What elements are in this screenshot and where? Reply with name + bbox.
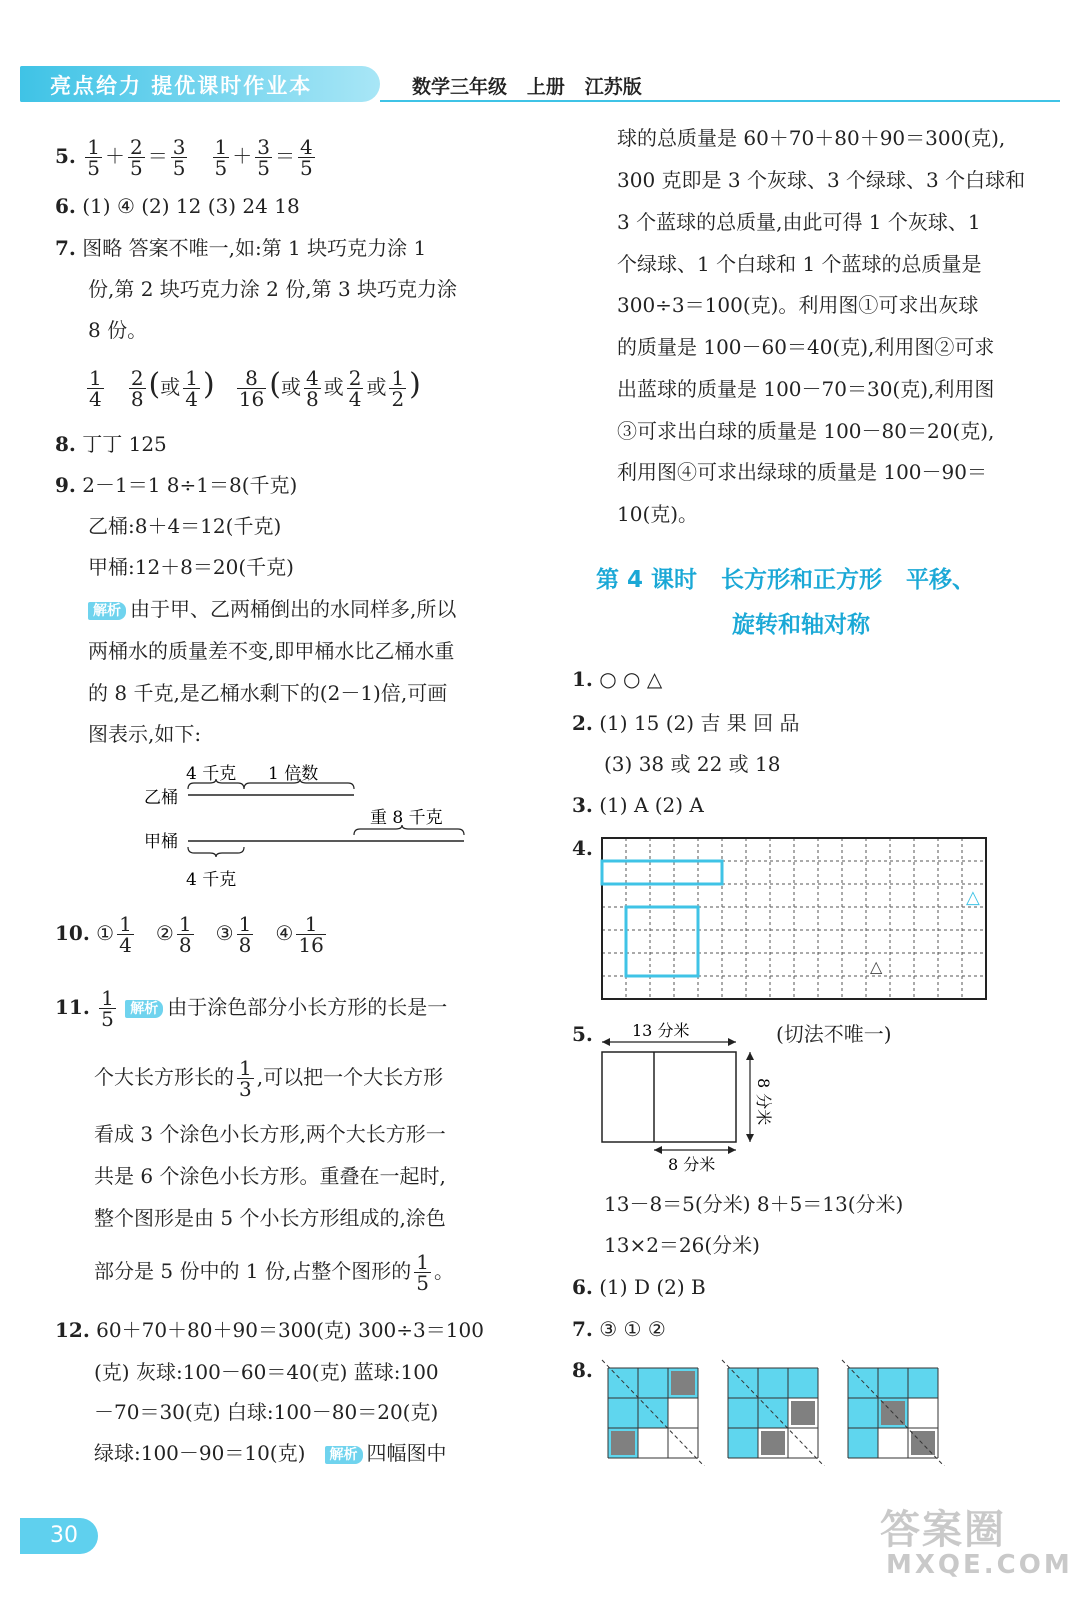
answer-11: 11. $\frac{1}{5}$ 解析 由于涂色部分小长方形的长是一 — [55, 986, 448, 1031]
fraction: $\frac{2}{8}$ — [130, 366, 144, 411]
analysis-12-cont-2: 300 克即是 3 个灰球、3 个绿球、3 个白球和 — [617, 168, 1026, 192]
fraction: $\frac{1}{5}$ — [214, 135, 228, 180]
watermark-url: MXQE.COM — [886, 1550, 1073, 1580]
analysis-tag: 解析 — [125, 1000, 163, 1018]
filled-cell — [848, 1368, 878, 1398]
gray-square — [911, 1431, 935, 1455]
analysis-12-cont-5: 300÷3＝100(克)。利用图①可求出灰球 — [617, 293, 979, 317]
fraction: $\frac{3}{5}$ — [257, 135, 270, 180]
answer-12-line2: (克) 灰球:100－60＝40(克) 蓝球:100 — [94, 1360, 439, 1384]
analysis-9-line4: 图表示,如下: — [88, 722, 202, 746]
brace-4kg-bottom — [188, 847, 244, 857]
answer-7-fractions: $\frac{1}{4}$ $\frac{2}{8}$ (或 $\frac{1}{4}$ ) $\frac{8}{16}$ (或 $\frac{4}{8}$ 或 $\frac{2}{4}$ 或 $\frac{1}{2}$ ) — [89, 366, 421, 411]
r-answer-7: 7. ③ ① ② — [572, 1317, 666, 1341]
fraction: $\frac{1}{2}$ — [391, 366, 405, 411]
filled-cell — [728, 1428, 758, 1458]
symmetry-figures — [600, 1356, 960, 1466]
label-4kg-top: 4 千克 — [186, 764, 237, 784]
analysis-12-cont-9: 利用图④可求出绿球的质量是 100－90＝ — [617, 460, 987, 484]
fraction: $\frac{2}{5}$ — [129, 135, 143, 180]
answer-7-line2: 份,第 2 块巧克力涂 2 份,第 3 块巧克力涂 — [88, 277, 458, 301]
filled-cell — [878, 1368, 908, 1398]
arrow-down — [746, 1134, 754, 1142]
fraction: $\frac{1}{4}$ — [185, 366, 198, 411]
fraction: $\frac{1}{5}$ — [416, 1250, 429, 1295]
fraction: $\frac{1}{8}$ — [178, 912, 192, 957]
arrow-up — [746, 1052, 754, 1060]
analysis-12-cont-10: 10(克)。 — [617, 502, 699, 526]
r-answer-2-line2: (3) 38 或 22 或 18 — [604, 752, 781, 776]
analysis-tag: 解析 — [88, 602, 126, 620]
analysis-11-line3: 看成 3 个涂色小长方形,两个大长方形一 — [94, 1122, 446, 1146]
label-jia-bucket: 甲桶 — [144, 832, 178, 852]
filled-cell — [848, 1398, 878, 1428]
label-8dm-side: 8 分米 — [754, 1078, 773, 1126]
analysis-12-cont-3: 3 个蓝球的总质量,由此可得 1 个灰球、1 — [617, 210, 981, 234]
filled-cell — [638, 1368, 668, 1398]
label-yi-bucket: 乙桶 — [144, 788, 178, 808]
grid-figure — [600, 836, 992, 1002]
triangle-mark: △ — [966, 887, 980, 908]
filled-cell — [848, 1428, 878, 1458]
arrow-right — [728, 1038, 736, 1046]
filled-cell — [728, 1368, 758, 1398]
fraction: $\frac{4}{8}$ — [305, 366, 319, 411]
section-title: 第 4 课时 长方形和正方形 平移、 — [596, 567, 976, 593]
answer-10: 10. ① $\frac{1}{4}$ ② $\frac{1}{8}$ ③ $\frac{1}{8}$ ④ $\frac{1}{16}$ — [55, 912, 324, 957]
r-answer-1: 1. ○ ○ △ — [572, 667, 663, 691]
analysis-11-line6: 部分是 5 份中的 1 份,占整个图形的 $\frac{1}{5}$ 。 — [94, 1250, 454, 1295]
triangle-mark-outline: △ — [870, 957, 883, 976]
section-title-line2: 旋转和轴对称 — [732, 612, 870, 638]
analysis-tag: 解析 — [325, 1446, 363, 1464]
arrow-right-b — [728, 1146, 736, 1154]
answer-5: 5. $\frac{1}{5}$ ＋ $\frac{2}{5}$ ＝ $\frac{3}{5}$ $\frac{1}{5}$ ＋ $\frac{3}{5}$ ＝ $\frac{4}{5}$ — [55, 135, 313, 180]
answer-8: 8. 丁丁 125 — [55, 432, 167, 456]
fraction: $\frac{1}{4}$ — [119, 912, 132, 957]
fraction: $\frac{4}{5}$ — [300, 135, 313, 180]
header-rule — [380, 100, 1060, 102]
analysis-12-cont-4: 个绿球、1 个白球和 1 个蓝球的总质量是 — [617, 252, 982, 276]
cut-note: (切法不唯一) — [776, 1022, 892, 1046]
fraction: $\frac{1}{16}$ — [298, 912, 324, 957]
gray-square — [611, 1431, 635, 1455]
r-answer-2: 2. (1) 15 (2) 吉 果 回 品 — [572, 711, 800, 735]
filled-cell — [728, 1398, 758, 1428]
fraction: $\frac{8}{16}$ — [238, 366, 265, 411]
analysis-12-cont-7: 出蓝球的质量是 100－70＝30(克),利用图 — [617, 377, 995, 401]
r-answer-8-label: 8. — [572, 1358, 593, 1382]
r-answer-5-line2: 13×2＝26(分米) — [604, 1233, 760, 1257]
answer-7: 7. 图略 答案不唯一,如:第 1 块巧克力涂 1 — [55, 236, 427, 260]
fraction: $\frac{1}{5}$ — [101, 986, 114, 1031]
analysis-12-cont-6: 的质量是 100－60＝40(克),利用图②可求 — [617, 335, 995, 359]
r-answer-6: 6. (1) D (2) B — [572, 1275, 706, 1299]
label-8dm-bottom: 8 分米 — [668, 1155, 716, 1174]
fraction: $\frac{1}{8}$ — [238, 912, 252, 957]
filled-cell — [758, 1368, 788, 1398]
line-segment-diagram — [130, 755, 490, 895]
answer-12: 12. 60＋70＋80＋90＝300(克) 300÷3＝100 — [55, 1318, 484, 1342]
analysis-11-line4: 共是 6 个涂色小长方形。重叠在一起时, — [94, 1164, 446, 1188]
answer-9-line2: 乙桶:8＋4＝12(千克) — [88, 514, 282, 538]
answer-6: 6. (1) ④ (2) 12 (3) 24 18 — [55, 194, 300, 218]
answer-7-line3: 8 份。 — [88, 318, 148, 342]
answer-9-line3: 甲桶:12＋8＝20(千克) — [88, 555, 294, 579]
label-heavier-8kg: 重 8 千克 — [370, 808, 443, 828]
r-answer-5-label: 5. — [572, 1022, 593, 1046]
filled-cell — [608, 1368, 638, 1398]
page-header — [20, 66, 1060, 104]
book-title: 亮点给力 提优课时作业本 — [50, 74, 313, 98]
analysis-9-line3: 的 8 千克,是乙桶水剩下的(2－1)倍,可画 — [88, 681, 448, 705]
analysis-9: 解析 由于甲、乙两桶倒出的水同样多,所以 — [88, 597, 456, 621]
answer-9: 9. 2－1＝1 8÷1＝8(千克) — [55, 473, 298, 497]
analysis-11-line5: 整个图形是由 5 个小长方形组成的,涂色 — [94, 1206, 446, 1230]
fraction: $\frac{1}{3}$ — [239, 1056, 252, 1101]
analysis-9-line2: 两桶水的质量差不变,即甲桶水比乙桶水重 — [88, 639, 455, 663]
watermark-text: 答案圈 — [880, 1507, 1006, 1553]
fraction: $\frac{1}{4}$ — [89, 366, 102, 411]
arrow-left — [602, 1038, 610, 1046]
analysis-12-cont-8: ③可求出白球的质量是 100－80＝20(克), — [617, 419, 995, 443]
fraction: $\frac{1}{5}$ — [87, 135, 100, 180]
r-answer-4-label: 4. — [572, 836, 593, 860]
arrow-left-b — [654, 1146, 662, 1154]
book-subtitle: 数学三年级 上册 江苏版 — [412, 76, 642, 98]
big-rectangle — [602, 1052, 736, 1142]
label-4kg-bottom: 4 千克 — [186, 870, 237, 890]
fraction: $\frac{2}{4}$ — [348, 366, 362, 411]
answer-12-line3: －70＝30(克) 白球:100－80＝20(克) — [94, 1400, 439, 1424]
gray-square — [761, 1431, 785, 1455]
fraction: $\frac{3}{5}$ — [172, 135, 186, 180]
rectangle-cut-figure — [596, 1012, 786, 1178]
filled-cell — [608, 1398, 638, 1428]
page-number: 30 — [20, 1518, 98, 1554]
filled-cell — [788, 1368, 818, 1398]
r-answer-5-line1: 13－8＝5(分米) 8＋5＝13(分米) — [604, 1192, 904, 1216]
shape-rect-horizontal — [602, 861, 722, 884]
filled-cell — [908, 1368, 938, 1398]
answer-12-line4: 绿球:100－90＝10(克) 解析 四幅图中 — [94, 1441, 447, 1465]
label-13dm: 13 分米 — [632, 1021, 690, 1040]
shape-square — [626, 907, 698, 976]
gray-square — [671, 1371, 695, 1395]
gray-square — [791, 1401, 815, 1425]
label-1-times: 1 倍数 — [268, 764, 319, 784]
analysis-11-line2: 个大长方形长的 $\frac{1}{3}$ ,可以把一个大长方形 — [94, 1056, 444, 1101]
analysis-12-cont-1: 球的总质量是 60＋70＋80＋90＝300(克), — [617, 126, 1006, 150]
r-answer-3: 3. (1) A (2) A — [572, 793, 704, 817]
